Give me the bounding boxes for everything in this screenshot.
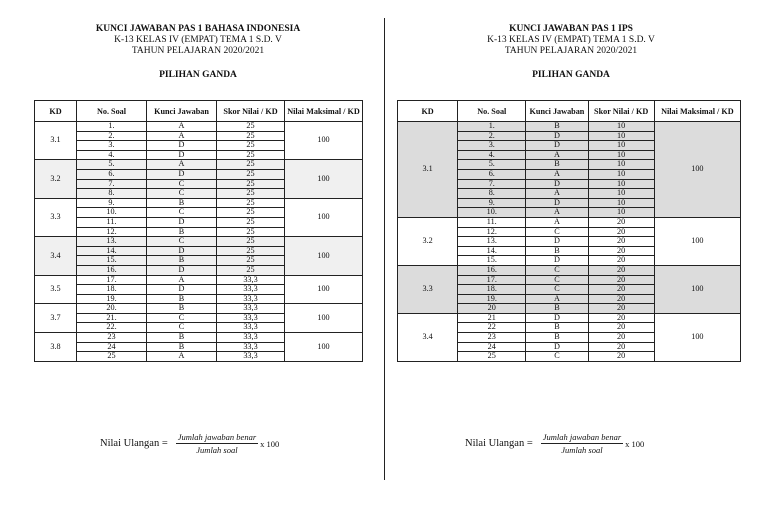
kunci-cell: D	[147, 285, 217, 295]
skor-cell: 33,3	[217, 333, 285, 343]
skor-cell: 10	[588, 179, 654, 189]
table-row	[35, 237, 363, 247]
skor-cell: 25	[217, 150, 285, 160]
no-soal-cell: 18.	[458, 285, 526, 295]
formula-denominator: Jumlah soal	[196, 445, 238, 455]
skor-cell: 25	[217, 141, 285, 151]
skor-cell: 33,3	[217, 342, 285, 352]
skor-cell: 25	[217, 237, 285, 247]
doc-year: TAHUN PELAJARAN 2020/2021	[504, 46, 638, 56]
skor-cell: 25	[217, 189, 285, 199]
skor-cell: 25	[217, 131, 285, 141]
skor-cell: 20	[588, 265, 654, 275]
kunci-cell: D	[147, 141, 217, 151]
table-row	[35, 122, 363, 132]
no-soal-cell: 24	[458, 342, 526, 352]
no-soal-cell: 4.	[77, 150, 147, 160]
doc-subtitle: K-13 KELAS IV (EMPAT) TEMA 1 S.D. V	[487, 35, 655, 45]
header-kd: KD	[35, 101, 77, 122]
skor-cell: 20	[588, 294, 654, 304]
formula-denominator: Jumlah soal	[561, 445, 603, 455]
answer-table	[34, 100, 363, 362]
no-soal-cell: 10.	[458, 208, 526, 218]
kunci-cell: D	[526, 313, 588, 323]
formula-numerator: Jumlah jawaban benar	[177, 432, 257, 442]
nilai-maksimal-cell: 100	[285, 275, 363, 304]
kunci-cell: D	[147, 150, 217, 160]
kunci-cell: C	[147, 237, 217, 247]
no-soal-cell: 20	[458, 304, 526, 314]
kunci-cell: A	[147, 160, 217, 170]
kd-cell: 3.2	[398, 217, 458, 265]
kunci-cell: B	[526, 122, 588, 132]
nilai-maksimal-cell: 100	[654, 313, 740, 361]
no-soal-cell: 14.	[77, 246, 147, 256]
kunci-cell: A	[147, 352, 217, 362]
skor-cell: 25	[217, 246, 285, 256]
skor-cell: 10	[588, 141, 654, 151]
kd-cell: 3.2	[35, 160, 77, 198]
kunci-cell: D	[147, 217, 217, 227]
section-title: PILIHAN GANDA	[532, 70, 610, 80]
kunci-cell: D	[147, 169, 217, 179]
doc-subtitle: K-13 KELAS IV (EMPAT) TEMA 1 S.D. V	[114, 35, 282, 45]
kunci-cell: B	[526, 333, 588, 343]
skor-cell: 33,3	[217, 304, 285, 314]
page-divider	[384, 18, 385, 480]
no-soal-cell: 12.	[77, 227, 147, 237]
kunci-cell: B	[526, 304, 588, 314]
skor-cell: 25	[217, 256, 285, 266]
table-row	[398, 265, 741, 275]
kunci-cell: B	[147, 304, 217, 314]
skor-cell: 20	[588, 352, 654, 362]
kunci-cell: D	[147, 246, 217, 256]
skor-cell: 25	[217, 208, 285, 218]
no-soal-cell: 25	[77, 352, 147, 362]
skor-cell: 20	[588, 256, 654, 266]
kd-cell: 3.1	[398, 122, 458, 218]
formula-fraction	[176, 432, 258, 455]
kunci-cell: C	[526, 265, 588, 275]
no-soal-cell: 3.	[458, 141, 526, 151]
no-soal-cell: 23	[77, 333, 147, 343]
no-soal-cell: 4.	[458, 150, 526, 160]
no-soal-cell: 23	[458, 333, 526, 343]
no-soal-cell: 13.	[77, 237, 147, 247]
skor-cell: 25	[217, 227, 285, 237]
skor-cell: 20	[588, 275, 654, 285]
no-soal-cell: 9.	[77, 198, 147, 208]
skor-cell: 33,3	[217, 294, 285, 304]
kunci-cell: B	[526, 160, 588, 170]
skor-cell: 25	[217, 198, 285, 208]
no-soal-cell: 21.	[77, 313, 147, 323]
kunci-cell: B	[147, 294, 217, 304]
no-soal-cell: 12.	[458, 227, 526, 237]
kunci-cell: C	[147, 179, 217, 189]
kunci-cell: A	[526, 150, 588, 160]
no-soal-cell: 22	[458, 323, 526, 333]
skor-cell: 20	[588, 237, 654, 247]
no-soal-cell: 1.	[458, 122, 526, 132]
no-soal-cell: 15.	[458, 256, 526, 266]
table-row	[398, 122, 741, 132]
kd-cell: 3.4	[398, 313, 458, 361]
skor-cell: 20	[588, 285, 654, 295]
kunci-cell: D	[526, 141, 588, 151]
kd-cell: 3.3	[398, 265, 458, 313]
kunci-cell: D	[147, 265, 217, 275]
kunci-cell: D	[526, 342, 588, 352]
answer-table-body	[35, 122, 363, 362]
skor-cell: 25	[217, 265, 285, 275]
kunci-cell: C	[147, 323, 217, 333]
kunci-cell: A	[526, 208, 588, 218]
no-soal-cell: 17.	[458, 275, 526, 285]
kunci-cell: A	[147, 122, 217, 132]
kunci-cell: B	[147, 198, 217, 208]
skor-cell: 20	[588, 227, 654, 237]
no-soal-cell: 16.	[458, 265, 526, 275]
formula-multiplier: x 100	[625, 438, 645, 449]
table-row	[35, 160, 363, 170]
skor-cell: 33,3	[217, 313, 285, 323]
nilai-maksimal-cell: 100	[285, 333, 363, 362]
nilai-maksimal-cell: 100	[285, 122, 363, 160]
formula-numerator: Jumlah jawaban benar	[542, 432, 622, 442]
header-no-soal: No. Soal	[77, 101, 147, 122]
skor-cell: 33,3	[217, 285, 285, 295]
header-kunci-jawaban: Kunci Jawaban	[526, 101, 588, 122]
kunci-cell: C	[526, 285, 588, 295]
no-soal-cell: 2.	[458, 131, 526, 141]
kunci-cell: C	[526, 352, 588, 362]
table-row	[35, 275, 363, 285]
formula-multiplier: x 100	[260, 438, 280, 449]
skor-cell: 25	[217, 169, 285, 179]
kunci-cell: A	[147, 131, 217, 141]
nilai-maksimal-cell: 100	[654, 265, 740, 313]
no-soal-cell: 6.	[458, 169, 526, 179]
nilai-maksimal-cell: 100	[654, 122, 740, 218]
kunci-cell: C	[147, 313, 217, 323]
no-soal-cell: 19.	[77, 294, 147, 304]
kunci-cell: D	[526, 179, 588, 189]
kunci-cell: B	[147, 227, 217, 237]
kd-cell: 3.4	[35, 237, 77, 275]
no-soal-cell: 3.	[77, 141, 147, 151]
kunci-cell: B	[147, 256, 217, 266]
no-soal-cell: 2.	[77, 131, 147, 141]
table-row	[35, 333, 363, 343]
kd-cell: 3.3	[35, 198, 77, 236]
skor-cell: 25	[217, 179, 285, 189]
skor-cell: 33,3	[217, 275, 285, 285]
no-soal-cell: 21	[458, 313, 526, 323]
no-soal-cell: 9.	[458, 198, 526, 208]
skor-cell: 25	[217, 122, 285, 132]
kunci-cell: A	[526, 294, 588, 304]
skor-cell: 10	[588, 169, 654, 179]
score-formula	[465, 432, 644, 455]
answer-key-bahasa-indonesia	[28, 0, 368, 507]
skor-cell: 33,3	[217, 323, 285, 333]
kunci-cell: D	[526, 198, 588, 208]
no-soal-cell: 6.	[77, 169, 147, 179]
no-soal-cell: 22.	[77, 323, 147, 333]
no-soal-cell: 11.	[77, 217, 147, 227]
no-soal-cell: 25	[458, 352, 526, 362]
no-soal-cell: 18.	[77, 285, 147, 295]
kunci-cell: C	[147, 189, 217, 199]
skor-cell: 20	[588, 246, 654, 256]
nilai-maksimal-cell: 100	[285, 237, 363, 275]
kunci-cell: C	[526, 275, 588, 285]
skor-cell: 20	[588, 304, 654, 314]
kunci-cell: A	[526, 169, 588, 179]
no-soal-cell: 5.	[77, 160, 147, 170]
nilai-maksimal-cell: 100	[285, 304, 363, 333]
kunci-cell: D	[526, 131, 588, 141]
table-row	[398, 313, 741, 323]
no-soal-cell: 5.	[458, 160, 526, 170]
no-soal-cell: 11.	[458, 217, 526, 227]
kunci-cell: C	[526, 227, 588, 237]
nilai-maksimal-cell: 100	[654, 217, 740, 265]
header-nilai-maksimal: Nilai Maksimal / KD	[654, 101, 740, 122]
kunci-cell: C	[147, 208, 217, 218]
doc-year: TAHUN PELAJARAN 2020/2021	[131, 46, 265, 56]
section-title: PILIHAN GANDA	[159, 70, 237, 80]
no-soal-cell: 1.	[77, 122, 147, 132]
no-soal-cell: 14.	[458, 246, 526, 256]
formula-fraction	[541, 432, 623, 455]
skor-cell: 10	[588, 122, 654, 132]
skor-cell: 10	[588, 198, 654, 208]
header-kd: KD	[398, 101, 458, 122]
skor-cell: 10	[588, 150, 654, 160]
header-kunci-jawaban: Kunci Jawaban	[147, 101, 217, 122]
skor-cell: 20	[588, 217, 654, 227]
no-soal-cell: 17.	[77, 275, 147, 285]
answer-table-body	[398, 122, 741, 362]
table-row	[398, 217, 741, 227]
doc-title: KUNCI JAWABAN PAS 1 IPS	[509, 24, 633, 34]
no-soal-cell: 19.	[458, 294, 526, 304]
no-soal-cell: 10.	[77, 208, 147, 218]
table-row	[35, 198, 363, 208]
answer-key-ips	[397, 0, 745, 507]
no-soal-cell: 15.	[77, 256, 147, 266]
skor-cell: 25	[217, 160, 285, 170]
skor-cell: 25	[217, 217, 285, 227]
answer-table	[397, 100, 741, 362]
no-soal-cell: 8.	[77, 189, 147, 199]
skor-cell: 10	[588, 208, 654, 218]
kd-cell: 3.7	[35, 304, 77, 333]
skor-cell: 10	[588, 189, 654, 199]
kunci-cell: B	[147, 333, 217, 343]
kunci-cell: D	[526, 237, 588, 247]
nilai-maksimal-cell: 100	[285, 198, 363, 236]
header-nilai-maksimal: Nilai Maksimal / KD	[285, 101, 363, 122]
kunci-cell: B	[526, 246, 588, 256]
header-skor-nilai: Skor Nilai / KD	[217, 101, 285, 122]
kd-cell: 3.1	[35, 122, 77, 160]
nilai-maksimal-cell: 100	[285, 160, 363, 198]
skor-cell: 10	[588, 160, 654, 170]
skor-cell: 20	[588, 313, 654, 323]
skor-cell: 20	[588, 323, 654, 333]
no-soal-cell: 16.	[77, 265, 147, 275]
skor-cell: 33,3	[217, 352, 285, 362]
kunci-cell: B	[526, 323, 588, 333]
doc-title: KUNCI JAWABAN PAS 1 BAHASA INDONESIA	[95, 24, 301, 34]
formula-label: Nilai Ulangan =	[465, 438, 533, 449]
no-soal-cell: 13.	[458, 237, 526, 247]
no-soal-cell: 20.	[77, 304, 147, 314]
kd-cell: 3.5	[35, 275, 77, 304]
skor-cell: 10	[588, 131, 654, 141]
kunci-cell: B	[147, 342, 217, 352]
no-soal-cell: 24	[77, 342, 147, 352]
header-skor-nilai: Skor Nilai / KD	[588, 101, 654, 122]
formula-label: Nilai Ulangan =	[100, 438, 168, 449]
kunci-cell: A	[526, 189, 588, 199]
kunci-cell: D	[526, 256, 588, 266]
kunci-cell: A	[147, 275, 217, 285]
score-formula	[100, 432, 279, 455]
table-row	[35, 304, 363, 314]
kd-cell: 3.8	[35, 333, 77, 362]
kunci-cell: A	[526, 217, 588, 227]
skor-cell: 20	[588, 342, 654, 352]
no-soal-cell: 7.	[77, 179, 147, 189]
no-soal-cell: 7.	[458, 179, 526, 189]
skor-cell: 20	[588, 333, 654, 343]
header-no-soal: No. Soal	[458, 101, 526, 122]
no-soal-cell: 8.	[458, 189, 526, 199]
